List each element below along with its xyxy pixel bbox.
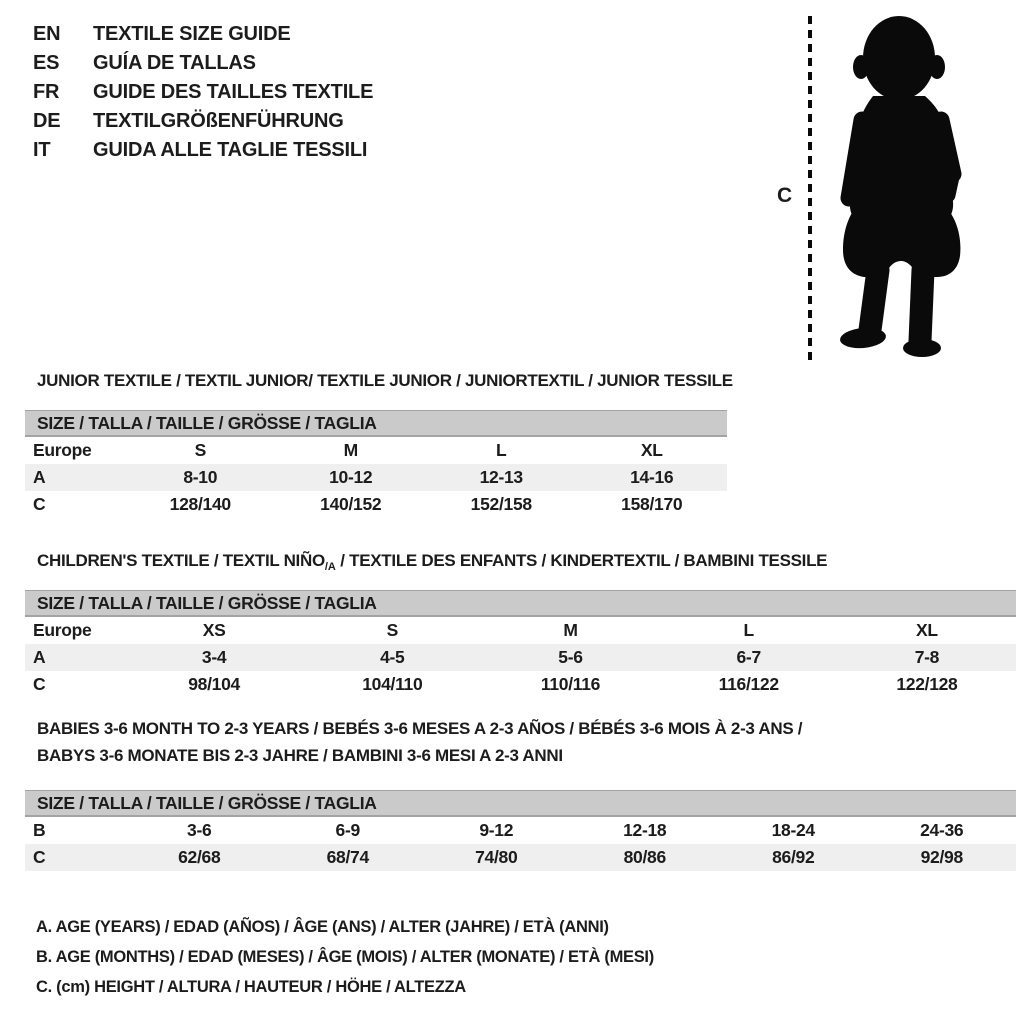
language-row: [33, 49, 373, 78]
size-cell: XS: [202, 620, 226, 640]
row-label: C: [33, 847, 46, 867]
size-cell: 7-8: [914, 647, 940, 667]
table-size-header: SIZE / TALLA / TAILLE / GRÖSSE / TAGLIA: [25, 790, 1016, 817]
size-cell: 122/128: [896, 674, 958, 694]
size-cell: 110/116: [540, 674, 601, 694]
table-row: [25, 844, 1016, 871]
size-cell: XL: [916, 620, 938, 640]
size-cell: M: [343, 440, 358, 460]
size-table: [25, 590, 1016, 698]
size-cell: 98/104: [188, 674, 240, 694]
table-row: [25, 617, 1016, 644]
size-cell: 128/140: [169, 494, 231, 514]
size-section-babies: [25, 715, 1016, 875]
language-code: EN: [33, 23, 61, 45]
size-cell: 3-6: [187, 820, 212, 840]
size-table: [25, 790, 1016, 871]
size-cell: L: [743, 620, 754, 640]
size-cell: 140/152: [320, 494, 382, 514]
section-title-line: [37, 547, 1016, 577]
size-cell: 6-9: [335, 820, 360, 840]
note-line: B. AGE (MONTHS) / EDAD (MESES) / ÂGE (MOIS) / ALTER (MONATE) / ETÀ (MESI): [36, 948, 654, 966]
title-text: BABIES 3-6 MONTH TO 2-3 YEARS / BEBÉS 3-6 MESES A 2-3 AÑOS / BÉBÉS 3-6 MOIS À 2-3 ANS /: [37, 719, 803, 738]
height-measure-dashed-line: [808, 16, 812, 361]
language-label: TEXTILGRÖßENFÜHRUNG: [93, 110, 344, 132]
section-title-line: [37, 367, 733, 394]
language-code: DE: [33, 110, 61, 132]
size-cell: 12-18: [623, 820, 667, 840]
language-label: GUIDA ALLE TAGLIE TESSILI: [93, 139, 368, 161]
size-cell: 92/98: [920, 847, 963, 867]
toddler-silhouette-icon: [821, 12, 981, 357]
table-row: [25, 464, 727, 491]
size-section-children: [25, 547, 1016, 702]
size-cell: 104/110: [362, 674, 423, 694]
section-title: [37, 547, 1016, 577]
language-code: ES: [33, 52, 60, 74]
row-label: B: [33, 820, 46, 840]
size-cell: 4-5: [380, 647, 405, 667]
size-cell: M: [563, 620, 578, 640]
size-cell: 9-12: [479, 820, 514, 840]
table-row: [25, 437, 727, 464]
table-size-header: SIZE / TALLA / TAILLE / GRÖSSE / TAGLIA: [25, 590, 1016, 617]
section-title-line: [37, 742, 1016, 769]
legend-notes: [36, 912, 654, 1002]
height-figure: [775, 4, 1021, 369]
language-row: [33, 78, 373, 107]
size-cell: 18-24: [771, 820, 815, 840]
size-cell: 8-10: [183, 467, 218, 487]
section-title: [37, 367, 733, 394]
size-cell: L: [496, 440, 507, 460]
size-cell: 14-16: [630, 467, 674, 487]
size-section-junior: [25, 367, 733, 522]
size-table: [25, 410, 727, 518]
size-cell: 3-4: [201, 647, 227, 667]
size-cell: 74/80: [475, 847, 518, 867]
section-title: [37, 715, 1016, 769]
section-title-line: [37, 715, 1016, 742]
row-label: C: [33, 494, 46, 514]
row-label: A: [33, 467, 46, 487]
size-cell: 152/158: [470, 494, 532, 514]
size-cell: 10-12: [329, 467, 373, 487]
language-label: GUÍA DE TALLAS: [93, 52, 256, 74]
table-row: [25, 671, 1016, 698]
row-label: Europe: [33, 620, 92, 640]
language-row: [33, 107, 373, 136]
size-cell: 62/68: [178, 847, 221, 867]
table-size-header: SIZE / TALLA / TAILLE / GRÖSSE / TAGLIA: [25, 410, 727, 437]
size-cell: 12-13: [479, 467, 523, 487]
row-label: Europe: [33, 440, 92, 460]
table-row: [25, 644, 1016, 671]
height-measure-label: C: [777, 184, 793, 207]
note-line: C. (cm) HEIGHT / ALTURA / HAUTEUR / HÖHE / ALTEZZA: [36, 978, 466, 996]
language-label: TEXTILE SIZE GUIDE: [93, 23, 291, 45]
size-cell: XL: [640, 440, 663, 460]
table-row: [25, 817, 1016, 844]
note-line: A. AGE (YEARS) / EDAD (AÑOS) / ÂGE (ANS) / ALTER (JAHRE) / ETÀ (ANNI): [36, 918, 609, 936]
title-text: BABYS 3-6 MONATE BIS 2-3 JAHRE / BAMBINI 3-6 MESI A 2-3 ANNI: [37, 746, 563, 765]
language-row: [33, 136, 373, 165]
size-cell: 80/86: [623, 847, 666, 867]
size-cell: 86/92: [772, 847, 815, 867]
size-cell: 5-6: [558, 647, 583, 667]
language-code: FR: [33, 81, 60, 103]
size-cell: S: [386, 620, 398, 640]
language-code: IT: [33, 139, 51, 161]
title-text: CHILDREN'S TEXTILE / TEXTIL NIÑO: [37, 551, 325, 570]
size-cell: 68/74: [326, 847, 369, 867]
size-cell: 116/122: [718, 674, 779, 694]
language-row: [33, 20, 373, 49]
size-cell: 158/170: [621, 494, 683, 514]
title-text: / TEXTILE DES ENFANTS / KINDERTEXTIL / BAMBINI TESSILE: [335, 551, 828, 570]
title-text: JUNIOR TEXTILE / TEXTIL JUNIOR/ TEXTILE JUNIOR / JUNIORTEXTIL / JUNIOR TESSILE: [37, 371, 733, 390]
language-label: GUIDE DES TAILLES TEXTILE: [93, 81, 374, 103]
size-cell: 6-7: [736, 647, 761, 667]
size-cell: 24-36: [920, 820, 964, 840]
language-list: [33, 20, 373, 165]
row-label: A: [33, 647, 46, 667]
title-text: /A: [324, 561, 336, 573]
row-label: C: [33, 674, 46, 694]
table-row: [25, 491, 727, 518]
size-cell: S: [194, 440, 206, 460]
